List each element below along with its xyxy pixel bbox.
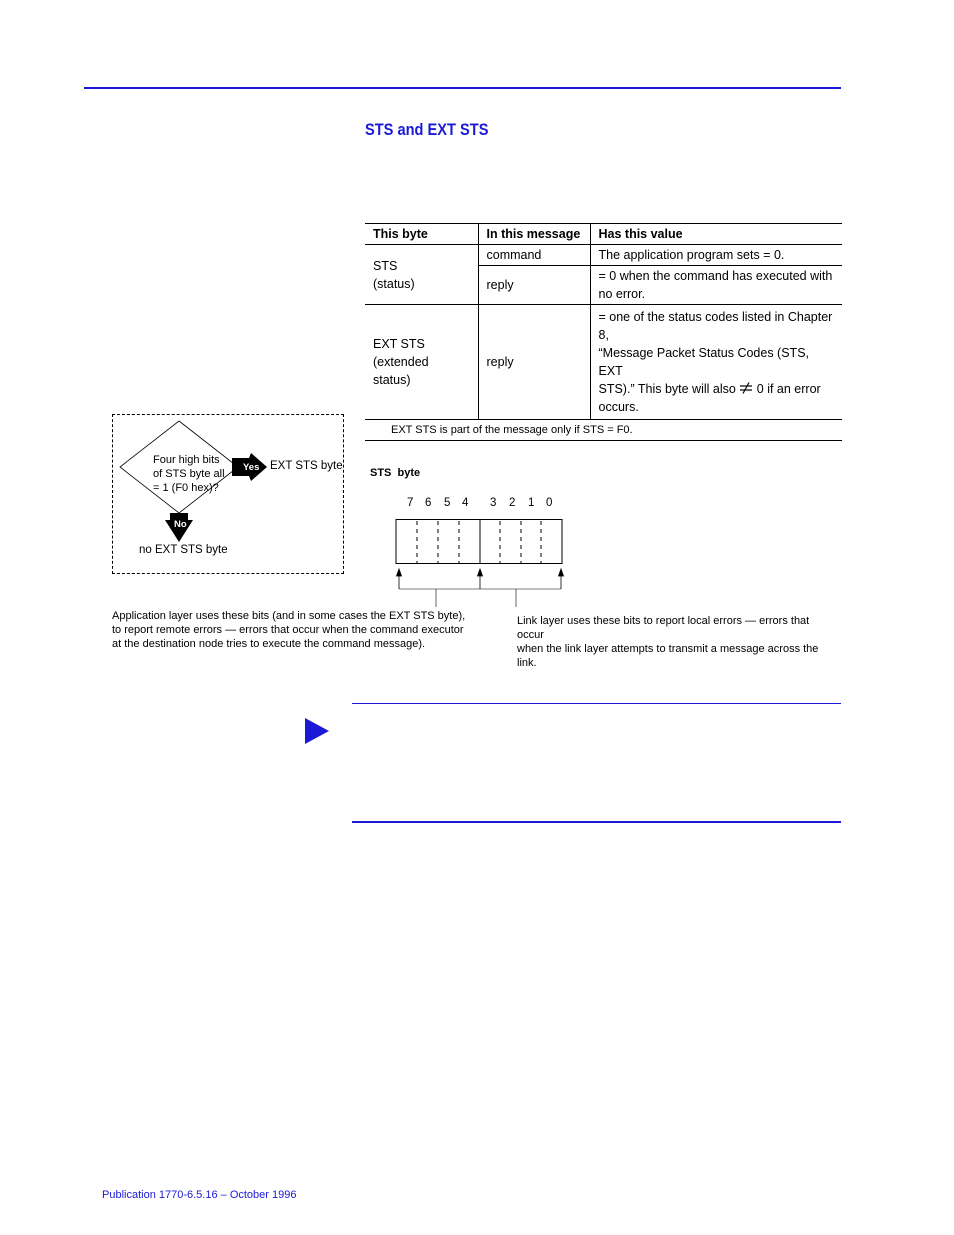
bit-numbers bbox=[396, 497, 562, 511]
application-layer-note bbox=[112, 609, 472, 651]
sts-sub: (status) bbox=[373, 276, 415, 291]
bit-number: 4 bbox=[462, 497, 469, 509]
bit-number: 5 bbox=[444, 497, 451, 509]
bit-number: 1 bbox=[528, 497, 535, 509]
note-bottom-rule bbox=[352, 821, 841, 823]
no-label: No bbox=[174, 519, 187, 530]
question-line: = 1 (F0 hex)? bbox=[153, 482, 219, 494]
sts-cell bbox=[365, 245, 478, 305]
note-top-rule bbox=[352, 703, 841, 704]
table-note: EXT STS is part of the message only if STS = F0. bbox=[365, 420, 842, 441]
byte-diagram-title: STS byte bbox=[370, 467, 421, 479]
footer-publication: Publication 1770-6.5.16 – October 1996 bbox=[102, 1189, 297, 1201]
table-note-row bbox=[365, 420, 842, 441]
note-line: at the destination node tries to execute the command message). bbox=[112, 638, 426, 650]
note-line: to report remote errors — errors that occur when the command executor bbox=[112, 624, 464, 636]
value-cell: The application program sets = 0. bbox=[590, 245, 842, 266]
table-row bbox=[365, 245, 842, 266]
message-cell: reply bbox=[478, 266, 590, 305]
decision-question bbox=[153, 453, 233, 495]
play-arrow-icon bbox=[305, 718, 329, 744]
table-header-row bbox=[365, 224, 842, 245]
message-cell: reply bbox=[478, 305, 590, 420]
table-header-cell: Has this value bbox=[590, 224, 842, 245]
question-line: Four high bits bbox=[153, 454, 220, 466]
question-line: of STS byte all bbox=[153, 468, 225, 480]
value-text: 0 if an error bbox=[756, 382, 821, 396]
ext-sts-sub: (extended status) bbox=[373, 355, 429, 387]
section-title: STS and EXT STS bbox=[365, 120, 489, 139]
note-line: when the link layer attempts to transmit a message across the link. bbox=[517, 643, 819, 669]
table-header-cell: This byte bbox=[365, 224, 478, 245]
not-equal-icon bbox=[739, 382, 753, 394]
ext-sts-cell bbox=[365, 305, 478, 420]
value-text: STS).” This byte will also bbox=[598, 382, 736, 396]
value-line: = one of the status codes listed in Chapter 8, bbox=[598, 310, 833, 342]
bit-number: 2 bbox=[509, 497, 516, 509]
byte-box bbox=[390, 515, 570, 610]
note-line: Link layer uses these bits to report local errors — errors that occur bbox=[517, 615, 810, 641]
no-result: no EXT STS byte bbox=[139, 544, 228, 556]
table-header-cell: In this message bbox=[478, 224, 590, 245]
ext-sts-label: EXT STS bbox=[373, 337, 425, 351]
value-line: “Message Packet Status Codes (STS, EXT bbox=[598, 346, 810, 378]
note-line: Application layer uses these bits (and in some cases the EXT STS byte), bbox=[112, 610, 466, 622]
bit-number: 3 bbox=[490, 497, 497, 509]
header-rule bbox=[84, 87, 841, 89]
value-line: occurs. bbox=[598, 400, 639, 414]
value-cell bbox=[590, 305, 842, 420]
bit-number: 7 bbox=[407, 497, 414, 509]
yes-label: Yes bbox=[243, 462, 260, 473]
bit-number: 0 bbox=[546, 497, 553, 509]
message-cell: command bbox=[478, 245, 590, 266]
bit-number: 6 bbox=[425, 497, 432, 509]
sts-label: STS bbox=[373, 258, 398, 273]
value-line bbox=[599, 380, 835, 398]
sts-table bbox=[365, 223, 842, 441]
value-cell: = 0 when the command has executed with no error. bbox=[590, 266, 842, 305]
yes-result: EXT STS byte bbox=[270, 460, 343, 472]
table-row bbox=[365, 305, 842, 420]
link-layer-note bbox=[517, 614, 837, 670]
